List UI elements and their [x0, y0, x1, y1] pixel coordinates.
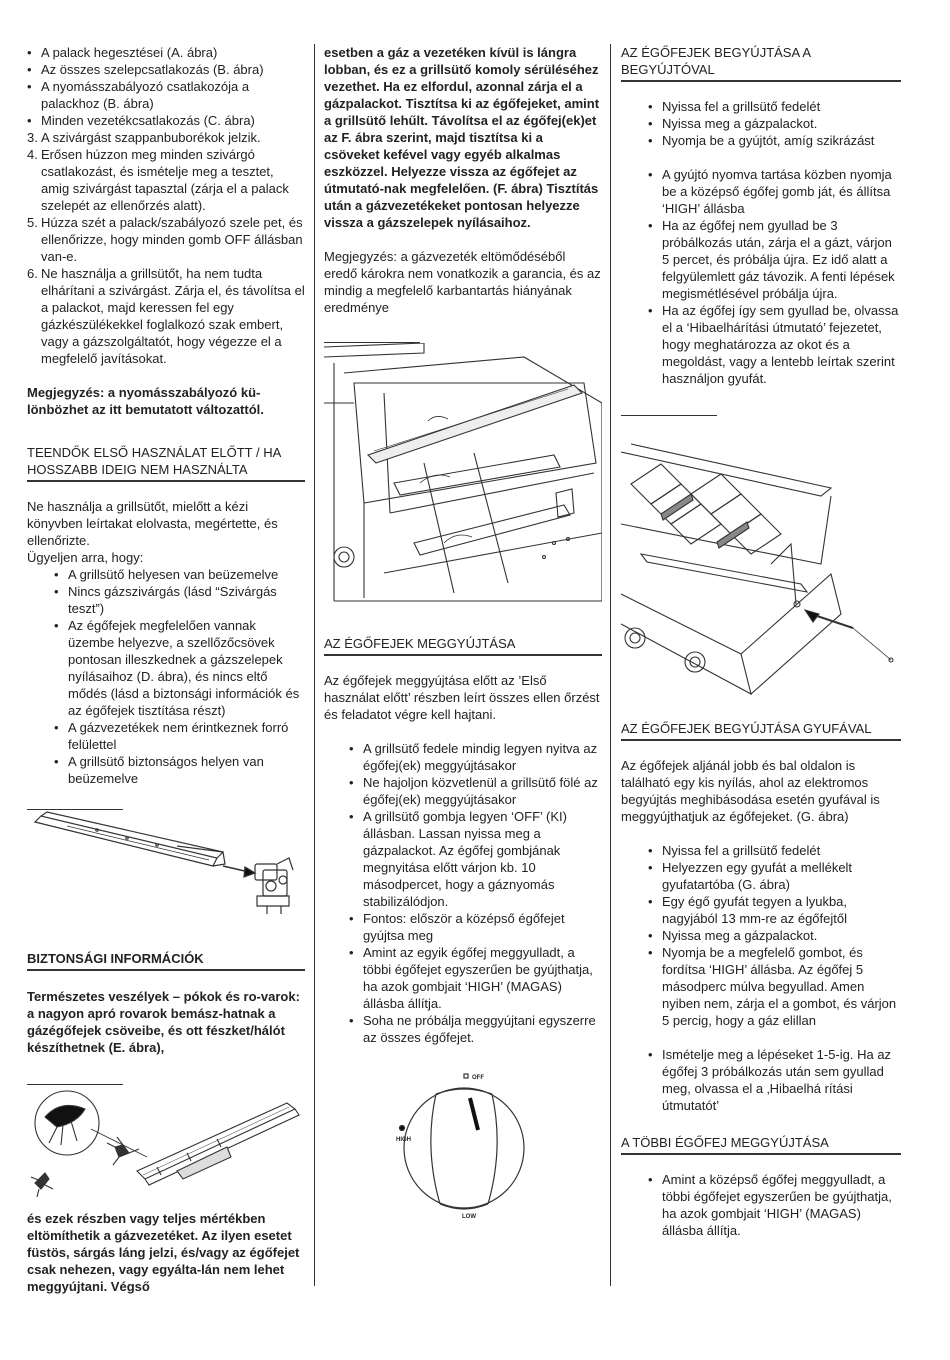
cleaning-instructions: esetben a gáz a vezetéken kívül is lángra lobban, és ez a grillsütő komoly sérüléséhez vezethet. Ha ez elfordul, azonnal zárja el a gázpalackot. Tisztítsa ki az égőfejeket, amint a grillsütő lehűlt. Távolítsa el az égőfej(ek)et az F. ábra szerint, majd tisztítsa ki a csöveket kefével vagy egyéb alkalmas eszközzel. Helyezze vissza az égőfejet az útmutató-nak megfelelően. (F. ábra) Tisztítás után a gázvezetékeket pontosan helyezze vissza a gázszelepek nyílásaihoz.: [324, 45, 600, 230]
list-item: • A nyomásszabályozó csatlakozója a palackhoz (B. ábra): [27, 78, 305, 112]
match-intro: Az égőfejek aljánál jobb és bal oldalon is található egy kis nyílás, ahol az elektromos begyújtás meghibásodása esetén gyufával is meggyújthatjuk az égőfejeket. (G. ábra): [621, 758, 880, 824]
step-item: 5. Húzza szét a palack/szabályozó szele pet, és ellenőrizze, hogy minden gomb OFF állásban van-e.: [27, 215, 303, 264]
leak-check-list: [27, 44, 305, 129]
list-item: • Ha az égőfej nem gyullad be 3 próbálkozás után, zárja el a gázt, várjon 5 percet, és próbálja újra. Ez idő alatt a felgyülemlett gáz távozik. A fenti lépések megismétlésével próbálja újra.: [648, 217, 901, 302]
first-use-lead: Ügyeljen arra, hogy:: [27, 550, 144, 565]
list-item: • Amint a középső égőfej meggyulladt, a többi égőfejet egyszerűen be gyújthatja, ha azok gombjait ‘HIGH’ (MAGAS) állásba állítja.: [648, 1171, 901, 1239]
section-heading-first-use: TEENDŐK ELSŐ HASZNÁLAT ELŐTT / HA HOSSZABB IDEIG NEM HASZNÁLTA: [27, 444, 305, 482]
column-divider-2: [610, 44, 611, 1286]
list-item: • Ha az égőfej így sem gyullad be, olvassa el a ‘Hibaelhárítási útmutató’ fejezetet, hogy meghatározza az okot és a megoldást, vagy a lentebb leírtak szerint használjon gyufát.: [648, 302, 901, 387]
burner-venturi-figure: [27, 810, 305, 920]
list-item: • Az égőfejek megfelelően vannak üzembe helyezve, a szellőzőcsövek pontosan illeszkednek a gázszelepek nyílásaihoz (D. ábra), és nincs eltő mődés (lásd a biztonsági információk és az égőfejek tisztítása részt): [54, 617, 305, 719]
step-item: 4. Erősen húzzon meg minden szivárgó csatlakozást, és ismételje meg a tesztet, amig szivárgást tapasztal (zárja el a palack szelepét az ellenőrzés alatt).: [27, 147, 289, 213]
igniter-steps-b: [648, 166, 901, 387]
list-item: • Nincs gázszivárgás (lásd “Szivárgás teszt”): [54, 583, 305, 617]
list-item: • Az összes szelepcsatlakozás (B. ábra): [27, 61, 305, 78]
first-use-checklist: [54, 566, 305, 787]
control-knob-figure: [324, 1070, 602, 1220]
column-left: [27, 44, 305, 1295]
match-steps-b: [648, 1046, 901, 1114]
section-heading-igniter: AZ ÉGŐFEJEK BEGYÚJTÁSA A BEGYÚJTÓVAL: [621, 44, 901, 82]
list-item: • Fontos: először a középső égőfejet gyújtsa meg: [349, 910, 602, 944]
list-item: • Nyissa fel a grillsütő fedelét: [648, 842, 901, 859]
list-item: • A grillsütő gombja legyen ‘OFF’ (KI) állásban. Lassan nyissa meg a gázpalackot. Az égőfej gombjának megnyitása előtt várjon kb. 10 másodpercet, hogy a gáznyomás stabilizálódjon.: [349, 808, 602, 910]
burner-removal-figure: [324, 343, 602, 605]
list-item: • Nyissa fel a grillsütő fedelét: [648, 98, 901, 115]
list-item: • Egy égő gyufát tegyen a lyukba, nagyjából 13 mm-re az égőfejtől: [648, 893, 901, 927]
list-item: • Nyomja be a megfelelő gombot, és fordítsa ‘HIGH’ állásba. Az égőfej 5 másodperc múlva begyullad. Amen nyiben nem, zárja el a gombot, és várjon 5 percig, hogy a gáz elillan: [648, 944, 901, 1029]
list-item: • A gázvezetékek nem érintkeznek forró felülettel: [54, 719, 305, 753]
list-item: • A grillsütő helyesen van beüzemelve: [54, 566, 305, 583]
section-heading-safety: BIZTONSÁGI INFORMÁCIÓK: [27, 950, 305, 971]
list-item: • A grillsütő biztonságos helyen van beüzemelve: [54, 753, 305, 787]
list-item: • Amint az egyik égőfej meggyulladt, a többi égőfejet egyszerűen be gyújthatja, ha azok gombjait ‘HIGH’ (MAGAS) állásba állítja.: [349, 944, 602, 1012]
section-heading-other-burners: A TÖBBI ÉGŐFEJ MEGGYÚJTÁSA: [621, 1134, 901, 1155]
match-lighting-figure: [621, 424, 901, 704]
column-right: [621, 44, 901, 1239]
knob-label-off: OFF: [472, 1075, 484, 1081]
list-item: • A grillsütő fedele mindig legyen nyitva az égőfej(ek) meggyújtásakor: [349, 740, 602, 774]
match-steps-a: [648, 842, 901, 1029]
column-divider-1: [314, 44, 315, 1286]
list-item: • Nyissa meg a gázpalackot.: [648, 927, 901, 944]
figure-rule: [621, 415, 717, 416]
list-item: • Ne hajoljon közvetlenül a grillsütő fölé az égőfej(ek) meggyújtásakor: [349, 774, 602, 808]
list-item: • Soha ne próbálja meggyújtani egyszerre az összes égőfejet.: [349, 1012, 602, 1046]
list-item: • Minden vezetékcsatlakozás (C. ábra): [27, 112, 305, 129]
regulator-note: Megjegyzés: a nyomásszabályozó kü-lönbözhet az itt bemutatott változattól.: [27, 385, 264, 417]
first-use-intro: Ne használja a grillsütőt, mielőtt a kézi könyvben leírtakat elolvasta, megértette, és ellenőrizte.: [27, 499, 278, 548]
list-item: • Helyezzen egy gyufát a mellékelt gyufatartóba (G. ábra): [648, 859, 901, 893]
column-middle: [324, 44, 602, 1220]
list-item: • Nyissa meg a gázpalackot.: [648, 115, 901, 132]
warranty-note: Megjegyzés: a gázvezeték eltömődéséből eredő károkra nem vonatkozik a garancia, és az mindig a megfelelő karbantartás hiányának eredménye: [324, 249, 601, 315]
list-item: • A palack hegesztései (A. ábra): [27, 44, 305, 61]
step-item: 3. A szivárgást szappanbuborékok jelzik.: [27, 130, 261, 145]
list-item: • Ismételje meg a lépéseket 1-5-ig. Ha az égőfej 3 próbálkozás után sem gyullad meg, olvassa el a ‚Hibaelhá rítási útmutatót’: [648, 1046, 901, 1114]
lighting-safety-list: [349, 740, 602, 1046]
safety-warning-text: Természetes veszélyek – pókok és ro-varok: a nagyon apró rovarok bemász-hatnak a gázégőfejek csöveibe, és ott fészket/hálót készíthetnek (E. ábra),: [27, 989, 300, 1055]
knob-label-low: LOW: [462, 1214, 476, 1220]
list-item: • A gyújtó nyomva tartása közben nyomja be a középső égőfej gomb ját, és állítsa ‘HIGH’ állásba: [648, 166, 901, 217]
spider-in-burner-figure: [27, 1085, 305, 1200]
leak-test-steps: [27, 129, 305, 367]
lighting-intro: Az égőfejek meggyújtása előtt az ’Első használat előtt’ részben leírt összes ellen őrzést és feladatot végre kell hajtani.: [324, 673, 600, 722]
igniter-steps-a: [648, 98, 901, 149]
section-heading-lighting: AZ ÉGŐFEJEK MEGGYÚJTÁSA: [324, 635, 602, 656]
knob-label-high: HIGH: [396, 1137, 411, 1143]
other-burners-list: [648, 1171, 901, 1239]
step-item: 6. Ne használja a grillsütőt, ha nem tudta elhárítani a szivárgást. Zárja el, és távolítsa el a palackot, majd keressen fel egy gázkészülékekkel foglalkozó szak embert, vagy a gázszolgáltatót, hogy végezze el a megfelelő javításokat.: [27, 266, 305, 366]
list-item: • Nyomja be a gyújtót, amíg szikrázást: [648, 132, 901, 149]
safety-warning-continued: és ezek részben vagy teljes mértékben eltömíthetik a gázvezetéket. Az ilyen esetet füstös, sárgás láng jelzi, és/vagy az égőfejet csak nehezen, vagy egyálta-lán nem lehet meggyújtani. Végső: [27, 1211, 300, 1294]
section-heading-match: AZ ÉGŐFEJEK BEGYÚJTÁSA GYUFÁVAL: [621, 720, 901, 741]
